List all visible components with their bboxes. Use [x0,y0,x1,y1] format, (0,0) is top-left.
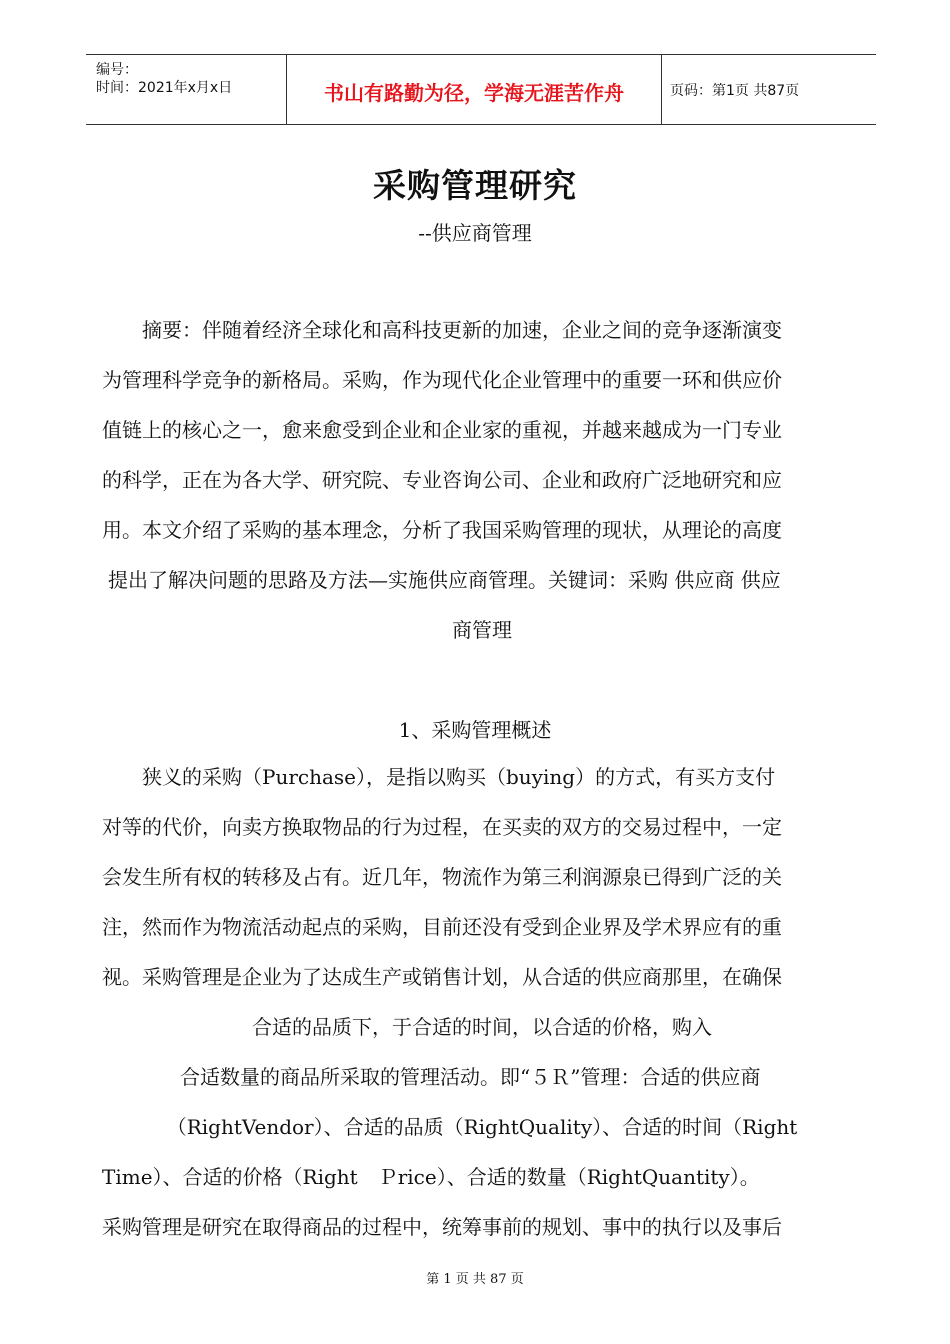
number-label: 编号： [96,62,138,78]
body-line: 对等的代价，向卖方换取物品的行为过程，在买卖的双方的交易过程中，一定 [102,815,782,839]
body-line: 采购管理是研究在取得商品的过程中，统筹事前的规划、事中的执行以及事后 [102,1215,782,1239]
abstract-paragraph [102,305,862,655]
abstract-line: 的科学，正在为各大学、研究院、专业咨询公司、企业和政府广泛地研究和应 [102,468,782,492]
header-page-info: 页码：第1页 共87页 [670,83,800,99]
time-label: 时间：2021年x月x日 [96,80,233,96]
abstract-line: 提出了解决问题的思路及方法—实施供应商管理。关键词：采购 供应商 供应 [108,568,781,592]
section-heading: 1、采购管理概述 [398,718,552,742]
body-line: 视。采购管理是企业为了达成生产或销售计划，从合适的供应商那里，在确保 [102,965,782,989]
header-motto: 书山有路勤为径，学海无涯苦作舟 [324,81,624,105]
section1-paragraph [102,752,862,1252]
document-header [86,54,876,125]
page-footer: 第 1 页 共 87 页 [426,1272,524,1287]
abstract-line: 摘要：伴随着经济全球化和高科技更新的加速，企业之间的竞争逐渐演变 [142,318,782,342]
body-line: 合适的品质下，于合适的时间，以合适的价格，购入 [252,1015,712,1039]
header-page-cell [660,55,876,124]
header-meta-cell [86,55,286,124]
abstract-line: 商管理 [452,618,512,642]
document-title: 采购管理研究 [373,166,577,205]
body-line: 会发生所有权的转移及占有。近几年，物流作为第三利润源泉已得到广泛的关 [102,865,782,889]
abstract-line: 为管理科学竞争的新格局。采购，作为现代化企业管理中的重要一环和供应价 [102,368,782,392]
document-subtitle: --供应商管理 [418,221,532,245]
body-line: 注，然而作为物流活动起点的采购，目前还没有受到企业界及学术界应有的重 [102,915,782,939]
body-line: Time）、合适的价格（Right Ｐrice）、合适的数量（RightQuantity）。 [102,1165,760,1189]
body-line: 狭义的采购（Purchase），是指以购买（buying）的方式，有买方支付 [142,765,776,789]
header-motto-cell [286,55,662,124]
body-line: （RightVendor）、合适的品质（RightQuality）、合适的时间（Right [166,1115,798,1139]
abstract-line: 值链上的核心之一，愈来愈受到企业和企业家的重视，并越来越成为一门专业 [102,418,782,442]
abstract-line: 用。本文介绍了采购的基本理念，分析了我国采购管理的现状，从理论的高度 [102,518,782,542]
body-line: 合适数量的商品所采取的管理活动。即“５Ｒ”管理：合适的供应商 [180,1065,761,1089]
